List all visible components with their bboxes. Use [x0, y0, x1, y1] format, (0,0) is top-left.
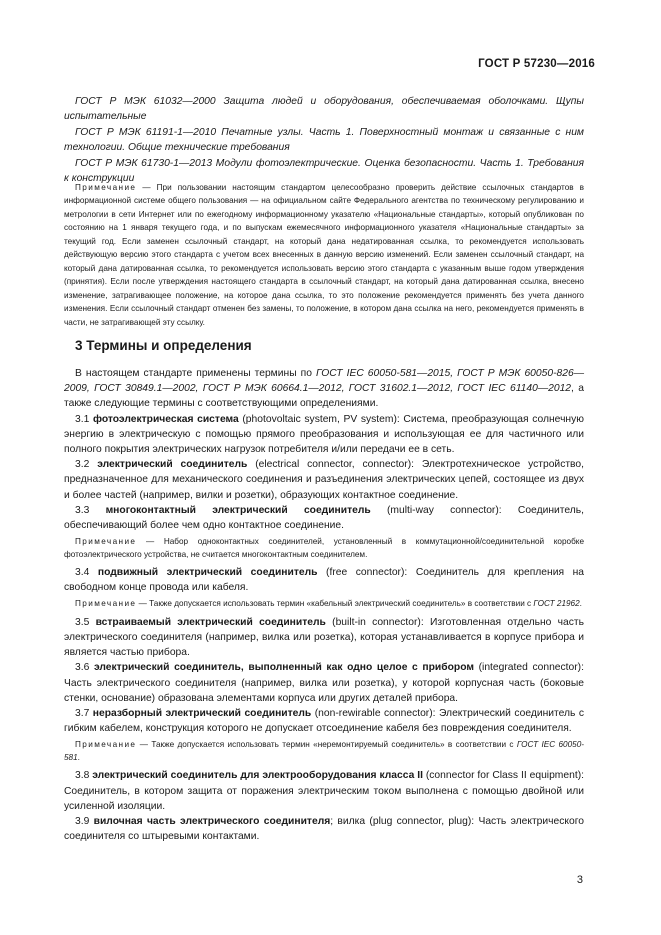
references-note	[64, 181, 584, 329]
normative-references-list	[64, 94, 584, 186]
term-name: вилочная часть электрического соединителя	[93, 815, 331, 827]
term-name: неразборный электрический соединитель	[92, 708, 312, 720]
term-3-2: 3.2 электрический соединитель (electrical connector, connector): Электротехническое устройство, предназначенное для механического соединения и разъединения электрических цепей, состоящее из двух и более частей (например, вилки и розетки), образующих контактное соединение.	[64, 459, 584, 501]
term-name: электрический соединитель	[97, 459, 248, 471]
term-3-1: 3.1 фотоэлектрическая система (photovoltaic system, PV system): Система, преобразующая солнечную энергию в электрическую с помощью прямого преобразования и использующая ее для частичного или полного покрытия электрических нагрузок потребителя и/или передачи ее в сеть.	[64, 413, 584, 456]
reference-item: ГОСТ Р МЭК 61730-1—2013 Модули фотоэлектрические. Оценка безопасности. Часть 1. Требования к конструкции	[64, 157, 584, 185]
term-3-4: 3.4 подвижный электрический соединитель (free connector): Соединитель для крепления на свободном конце провода или кабеля.	[64, 567, 584, 594]
term-name: многоконтактный электрический соединитель	[105, 504, 371, 516]
term-name: электрический соединитель, выполненный как одно целое с прибором	[93, 662, 474, 674]
reference-item: ГОСТ Р МЭК 61191-1—2010 Печатные узлы. Часть 1. Поверхностный монтаж и связанные с ним технологии. Общие технические требования	[64, 126, 584, 154]
term-3-9: 3.9 вилочная часть электрического соединителя; вилка (plug connector, plug): Часть электрического соединителя со штыревыми контактами.	[64, 815, 585, 843]
reference-item: ГОСТ Р МЭК 61032—2000 Защита людей и оборудования, обеспечиваемая оболочками. Щупы испытательные	[64, 96, 584, 123]
note-label: Примечание	[75, 183, 137, 192]
term-3-3-note: Примечание — Набор одноконтактных соединителей, установленный в коммутационной/соединительной коробке фотоэлектрического устройства, не считается многоконтактным соединителем.	[64, 537, 584, 559]
term-3-7: 3.7 неразборный электрический соединитель (non-rewirable connector): Электрический соединитель с гибким кабелем, конструкция которого не допускает отсоединение кабеля без повреждения соединителя.	[64, 708, 584, 735]
note-text: — При пользовании настоящим стандартом целесообразно проверить действие ссылочных стандартов в информационной системе общего пользования — на официальном сайте Федерального агентства по техническому регулированию и метрологии в сети Интернет или по ежегодному информационному указателю «Национальные стандарты», который опубликован по состоянию на 1 января текущего года, и по выпускам ежемесячного информационного указателя «Национальные стандарты» за текущий год. Если заменен ссылочный стандарт, на который дана недатированная ссылка, то рекомендуется использовать действующую версию этого стандарта с учетом всех внесенных в данную версию изменений. Если заменен ссылочный стандарт, на который дана датированная ссылка, то рекомендуется использовать версию этого стандарта с указанным выше годом утверждения (принятия). Если после утверждения настоящего стандарта в ссылочный стандарт, на который дана датированная ссылка, внесено изменение, затрагивающее положение, на которое дана ссылка, то это положение рекомендуется применять без учета данного изменения. Если ссылочный стандарт отменен без замены, то положение, в котором дана ссылка на него, рекомендуется применять в части, не затрагивающей эту ссылку.	[64, 183, 584, 327]
document-header: ГОСТ Р 57230—2016	[478, 58, 595, 70]
section-intro: В настоящем стандарте применены термины по ГОСТ IEC 60050-581—2015, ГОСТ Р МЭК 60050-826—2009, ГОСТ 30849.1—2002, ГОСТ Р МЭК 60664.1—2012, ГОСТ 31602.1—2012, ГОСТ IEC 61140—2012, а также следующие термины с соответствующими определениями.	[64, 368, 584, 410]
term-3-5: 3.5 встраиваемый электрический соединитель (built-in connector): Изготовленная отдельно часть электрического соединителя (например, вилка или розетка), которая устанавливается в корпусе прибора и является частью прибора.	[64, 616, 584, 659]
term-name: подвижный электрический соединитель	[97, 567, 318, 579]
intro-references: ГОСТ IEC 60050-581—2015, ГОСТ Р МЭК 60050-826—2009, ГОСТ 30849.1—2002, ГОСТ Р МЭК 60664.1—2012, ГОСТ 31602.1—2012, ГОСТ IEC 61140—2012	[64, 368, 584, 395]
term-3-8: 3.8 электрический соединитель для электрооборудования класса II (connector for Class II equipment): Соединитель, в котором защита от поражения электрическим током выполнена с помощью двойной или усиленной изоляции.	[64, 770, 584, 812]
term-3-4-note: Примечание — Также допускается использовать термин «кабельный электрический соединитель» в соответствии с ГОСТ 21962.	[75, 599, 582, 609]
section-title: 3 Термины и определения	[75, 338, 252, 353]
page-number: 3	[576, 874, 583, 886]
term-3-6: 3.6 электрический соединитель, выполненный как одно целое с прибором (integrated connector): Часть электрического соединителя (например, вилка или розетка), у которой корпусная часть (боковые стенки, основание) образована элементами корпуса или других деталей прибора.	[64, 662, 584, 704]
term-3-3: 3.3 многоконтактный электрический соединитель (multi-way connector): Соединитель, обеспечивающий более чем одно контактное соединение.	[64, 504, 584, 532]
term-name: встраиваемый электрический соединитель	[95, 616, 326, 628]
terms-section-body	[64, 366, 584, 844]
term-name: электрический соединитель для электрооборудования класса II	[92, 770, 423, 782]
term-3-7-note: Примечание — Также допускается использовать термин «неремонтируемый соединитель» в соответствии с ГОСТ IEC 60050-581.	[64, 740, 584, 762]
term-name: фотоэлектрическая система	[92, 413, 239, 425]
